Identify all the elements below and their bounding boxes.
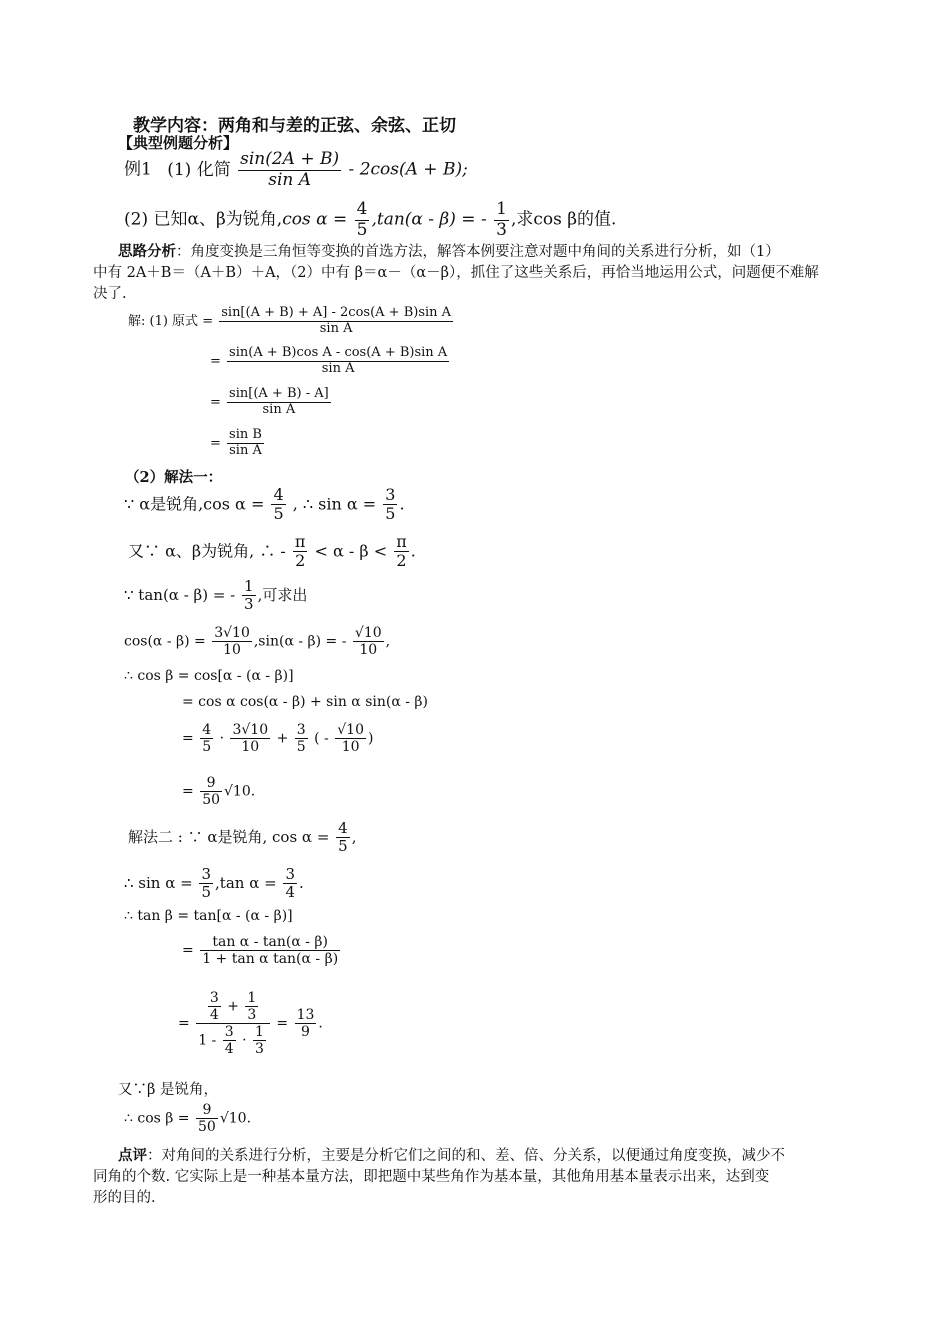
method1-s4-end: , bbox=[385, 633, 391, 650]
method2-line-7 bbox=[124, 1102, 251, 1135]
method2-s1-end: , bbox=[351, 827, 357, 846]
analysis-label: 思路分析 bbox=[118, 243, 176, 260]
fraction-numerator: √10 bbox=[337, 722, 364, 738]
solution1-fraction-4 bbox=[227, 428, 264, 459]
comment-text-2: 同角的个数. 它实际上是一种基本量方法，即把题中某些角作为基本量，其他角用基本量表示出来，达到变 bbox=[93, 1169, 770, 1185]
fraction-denominator: 4 bbox=[209, 1007, 219, 1024]
solution1-fraction-3 bbox=[227, 387, 331, 418]
example-part2-cos: cos α = bbox=[282, 209, 348, 230]
fraction-denominator: 5 bbox=[356, 219, 368, 240]
page-title: 教学内容：两角和与差的正弦、余弦、正切 bbox=[133, 116, 456, 136]
method1-line-8 bbox=[182, 775, 255, 808]
method1-line-5: ∴ cos β = cos[α - (α - β)] bbox=[124, 668, 294, 684]
fraction-denominator: sin A bbox=[262, 401, 296, 417]
dot-operator: · bbox=[242, 1032, 247, 1049]
analysis-text-1: ：角度变换是三角恒等变换的首选方法，解答本例要注意对题中角间的关系进行分析，如（1） bbox=[176, 244, 780, 260]
method1-line-1 bbox=[124, 486, 405, 524]
comment-text-3: 形的目的. bbox=[93, 1190, 156, 1206]
fraction-denominator: 3 bbox=[496, 219, 507, 240]
method1-s8-end: √10. bbox=[224, 783, 256, 800]
fraction-denominator: 2 bbox=[396, 551, 407, 571]
method1-s2-end: . bbox=[410, 541, 416, 561]
equals-sign: = bbox=[210, 394, 221, 410]
example-part2-tan: ,tan(α - β) = - bbox=[371, 209, 487, 230]
example-part2 bbox=[124, 200, 616, 240]
example-part1-prefix: (1) 化简 bbox=[167, 159, 231, 180]
method1-s1-mid: , ∴ sin α = bbox=[292, 494, 377, 514]
solution1-line-1 bbox=[128, 306, 455, 337]
equals-sign: = bbox=[182, 942, 194, 959]
fraction-denominator: 5 bbox=[202, 739, 212, 756]
method1-s1-end: . bbox=[399, 494, 405, 514]
method1-s3-pre: ∵ tan(α - β) = - bbox=[124, 585, 236, 604]
fraction-numerator: 4 bbox=[273, 485, 284, 504]
example-part2-tail: ,求cos β的值. bbox=[510, 209, 617, 230]
equals-sign: = bbox=[210, 353, 221, 369]
analysis-text-3: 决了. bbox=[93, 286, 127, 302]
example-part1-tail: - 2cos(A + B); bbox=[348, 159, 468, 180]
fraction-numerator: √10 bbox=[354, 625, 382, 641]
fraction-numerator: tan α - tan(α - β) bbox=[200, 934, 340, 951]
complex-fraction bbox=[196, 990, 270, 1057]
fraction-numerator: 3 bbox=[296, 722, 306, 738]
solution1-line-3 bbox=[210, 387, 333, 418]
plus-operator: + bbox=[276, 730, 289, 747]
comment-label: 点评 bbox=[118, 1147, 147, 1164]
fraction-numerator: 1 bbox=[244, 577, 254, 595]
equals-sign: = bbox=[210, 435, 221, 451]
method2-s2-end: . bbox=[299, 873, 304, 892]
fraction-denominator: 5 bbox=[338, 837, 348, 856]
fraction-numerator: 9 bbox=[200, 775, 222, 792]
solution1-fraction-2 bbox=[227, 346, 449, 377]
method2-s7-end: √10. bbox=[219, 1110, 252, 1127]
fraction-denominator: 10 bbox=[241, 739, 260, 756]
fraction-denominator: 4 bbox=[224, 1041, 234, 1058]
fraction-numerator: π bbox=[294, 532, 306, 551]
method2-s2-mid: ,tan α = bbox=[215, 873, 277, 892]
fraction-numerator: π bbox=[396, 532, 407, 551]
fraction-numerator: 3√10 bbox=[232, 722, 269, 738]
fraction-numerator: 3 bbox=[385, 485, 396, 504]
fraction-numerator: 1 bbox=[255, 1024, 264, 1041]
method2-line-5 bbox=[178, 990, 323, 1057]
fraction-numerator: 3 bbox=[209, 990, 219, 1006]
example-part2-tan-fraction bbox=[494, 200, 509, 240]
method1-line-7 bbox=[182, 722, 373, 755]
solution1-line-4 bbox=[210, 428, 266, 459]
fraction-numerator: sin(A + B)cos A - cos(A + B)sin A bbox=[229, 345, 448, 360]
fraction-denominator: 1 + tan α tan(α - β) bbox=[202, 951, 339, 968]
method1-line-4 bbox=[124, 625, 390, 658]
method2-s2-pre: ∴ sin α = bbox=[124, 873, 193, 892]
fraction-denominator: 3 bbox=[255, 1041, 264, 1058]
fraction-denominator: 50 bbox=[198, 1119, 216, 1136]
fraction-denominator: 5 bbox=[201, 883, 212, 902]
fraction-numerator: 4 bbox=[338, 819, 348, 837]
fraction-denominator: 5 bbox=[385, 504, 396, 524]
method1-line-6: = cos α cos(α - β) + sin α sin(α - β) bbox=[182, 694, 428, 710]
solution1-fraction-1 bbox=[219, 306, 453, 337]
equals-sign: = bbox=[182, 730, 194, 747]
method2-s5-end: . bbox=[318, 1015, 323, 1032]
fraction-denominator: 10 bbox=[359, 642, 378, 659]
method1-s2-mid: < α - β < bbox=[314, 541, 388, 561]
example-label: 例1 bbox=[124, 159, 152, 180]
example-part1-fraction bbox=[238, 150, 341, 190]
dot-operator: · bbox=[219, 730, 225, 747]
fraction-denominator: 3 bbox=[244, 595, 254, 614]
comment-paragraph bbox=[93, 1145, 873, 1209]
one-minus: 1 - bbox=[198, 1032, 217, 1049]
fraction-denominator: 9 bbox=[301, 1024, 310, 1041]
analysis-paragraph bbox=[93, 241, 873, 305]
fraction-denominator: 5 bbox=[296, 739, 306, 756]
fraction-numerator: sin[(A + B) - A] bbox=[229, 386, 329, 401]
method1-heading: （2）解法一： bbox=[125, 469, 223, 486]
example-part2-prefix: (2) 已知α、β为锐角, bbox=[124, 209, 283, 230]
fraction-numerator: sin B bbox=[229, 427, 262, 442]
equals-sign: = bbox=[276, 1015, 289, 1032]
fraction-numerator: 3 bbox=[285, 865, 295, 883]
complex-numerator bbox=[196, 990, 270, 1024]
example-part1 bbox=[124, 150, 468, 190]
equals-sign: = bbox=[182, 783, 194, 800]
close-paren: ) bbox=[368, 730, 374, 747]
fraction-denominator: 4 bbox=[285, 883, 295, 902]
method1-line-2 bbox=[128, 533, 416, 571]
method2-s7-pre: ∴ cos β = bbox=[124, 1110, 190, 1127]
section-heading: 【典型例题分析】 bbox=[118, 134, 239, 152]
fraction-numerator: sin(2A + B) bbox=[240, 149, 340, 169]
fraction-denominator: sin A bbox=[229, 442, 262, 458]
method2-line-6: 又∵β 是锐角， bbox=[118, 1082, 218, 1098]
method2-line-2 bbox=[124, 866, 304, 902]
fraction-numerator: 3 bbox=[224, 1024, 234, 1041]
solution1-line-2 bbox=[210, 346, 451, 377]
complex-denominator bbox=[196, 1024, 270, 1057]
method1-s3-end: ,可求出 bbox=[257, 585, 308, 604]
method1-line-3 bbox=[124, 578, 307, 614]
fraction-denominator: sin A bbox=[321, 360, 355, 376]
fraction-numerator: 13 bbox=[296, 1007, 315, 1024]
fraction-denominator: 50 bbox=[202, 792, 221, 809]
fraction-numerator: 1 bbox=[496, 199, 507, 219]
fraction-denominator: sin A bbox=[268, 169, 312, 190]
plus-operator: + bbox=[227, 998, 239, 1015]
fraction-numerator: 3 bbox=[201, 865, 212, 883]
method2-line-3: ∴ tan β = tan[α - (α - β)] bbox=[124, 908, 293, 924]
method1-s2-pre: 又∵ α、β为锐角, ∴ - bbox=[128, 541, 286, 561]
fraction-denominator: 2 bbox=[295, 551, 306, 571]
fraction-denominator: 3 bbox=[247, 1007, 257, 1024]
analysis-text-2: 中有 2A＋B＝（A＋B）＋A，（2）中有 β＝α－（α－β），抓住了这些关系后，再恰当地运用公式，问题便不难解 bbox=[93, 265, 819, 281]
fraction-denominator: 10 bbox=[223, 642, 241, 659]
method2-s1-pre: 解法二 : ∵ α是锐角, cos α = bbox=[128, 827, 330, 846]
fraction-numerator: 1 bbox=[247, 990, 257, 1006]
example-part2-cos-fraction bbox=[355, 200, 370, 240]
fraction-denominator: 10 bbox=[341, 739, 360, 756]
method1-s1-pre: ∵ α是锐角,cos α = bbox=[124, 494, 265, 514]
method1-s4-a: cos(α - β) = bbox=[124, 633, 206, 650]
fraction-denominator: sin A bbox=[319, 320, 353, 336]
fraction-denominator: 5 bbox=[273, 504, 284, 524]
fraction-numerator: sin[(A + B) + A] - 2cos(A + B)sin A bbox=[221, 305, 452, 320]
method1-s4-b: ,sin(α - β) = - bbox=[253, 633, 347, 650]
fraction-numerator: 4 bbox=[202, 722, 212, 738]
fraction-numerator: 3√10 bbox=[214, 625, 250, 641]
method2-line-4 bbox=[182, 934, 342, 967]
solution1-prefix: 解: (1) 原式 = bbox=[128, 313, 214, 329]
fraction-numerator: 9 bbox=[196, 1102, 218, 1119]
comment-text-1: ：对角间的关系进行分析，主要是分析它们之间的和、差、倍、分关系，以便通过角度变换，减少不 bbox=[147, 1148, 785, 1164]
equals-sign: = bbox=[178, 1015, 190, 1032]
fraction-numerator: 4 bbox=[356, 199, 368, 219]
open-paren: ( - bbox=[314, 730, 329, 747]
method2-line-1 bbox=[128, 820, 357, 856]
